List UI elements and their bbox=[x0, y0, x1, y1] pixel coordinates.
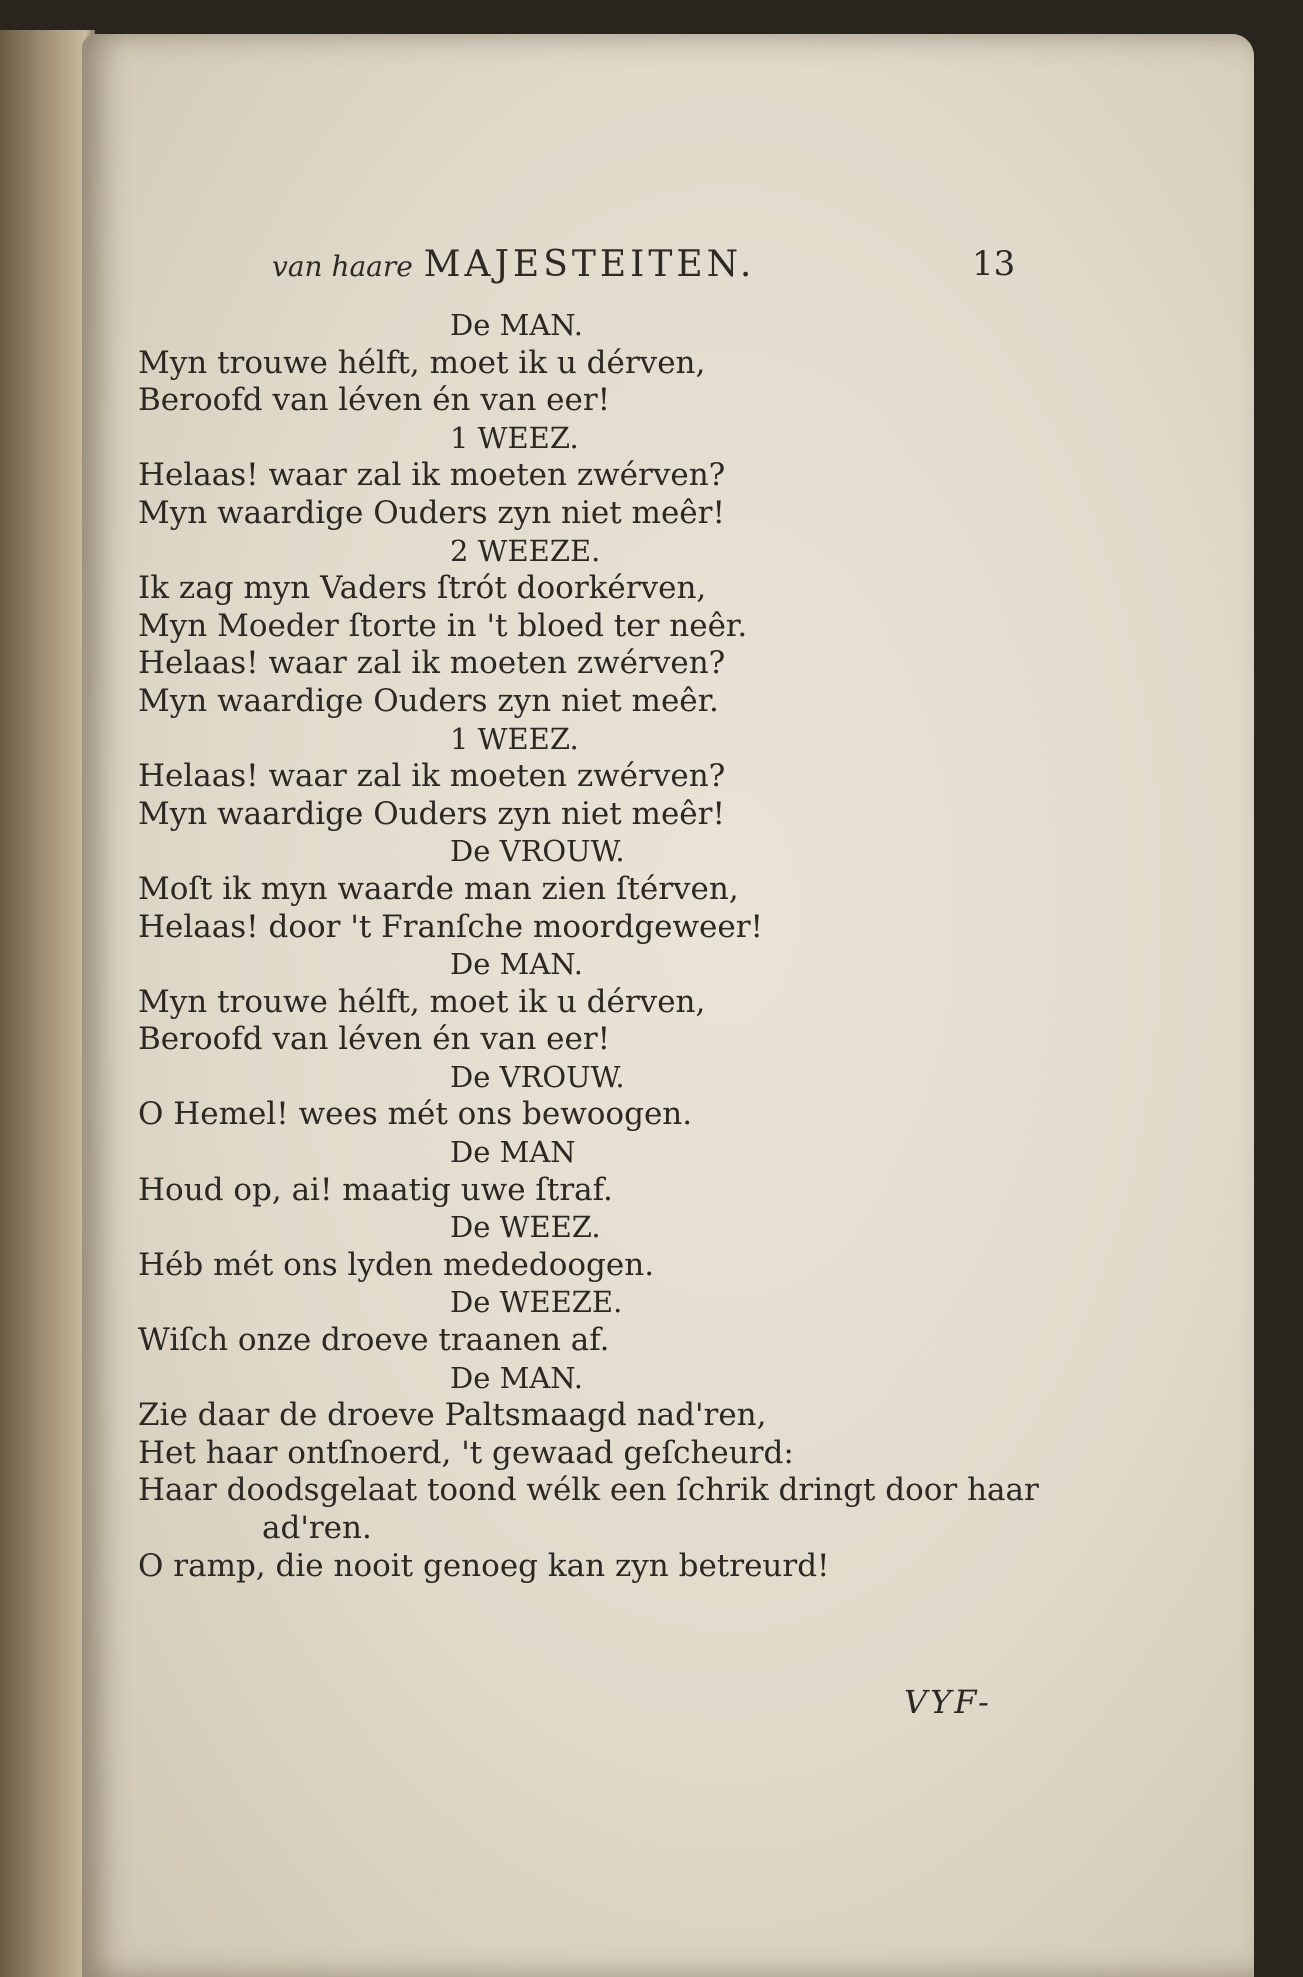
catchword: VYF- bbox=[904, 1683, 992, 1721]
speaker-heading: 2 WEEZE. bbox=[450, 533, 601, 568]
verse-line: O Hemel! wees mét ons bewoogen. bbox=[138, 1096, 693, 1133]
speaker-heading: De VROUW. bbox=[450, 1059, 625, 1094]
verse-line: Moſt ik myn waarde man zien ſtérven, bbox=[138, 870, 739, 907]
verse-line: Houd op, ai! maatig uwe ſtraf. bbox=[138, 1171, 613, 1208]
speaker-heading: De MAN. bbox=[450, 308, 584, 342]
speaker-heading: 1 WEEZ. bbox=[450, 721, 579, 756]
verse-line: Wiſch onze droeve traanen af. bbox=[138, 1322, 610, 1359]
speaker-heading: De WEEZE. bbox=[450, 1285, 623, 1320]
speaker-heading: 1 WEEZ. bbox=[450, 420, 579, 455]
speaker-heading: De WEEZ. bbox=[450, 1210, 601, 1245]
page-header bbox=[82, 244, 1254, 304]
verse-line: O ramp, die nooit genoeg kan zyn betreurd! bbox=[138, 1547, 830, 1584]
verse-line: Beroofd van léven én van eer! bbox=[138, 1021, 611, 1058]
verse-line: Beroofd van léven én van eer! bbox=[138, 382, 611, 419]
verse-line-continuation: ad'ren. bbox=[262, 1510, 372, 1546]
running-head bbox=[272, 244, 755, 285]
speaker-heading: De MAN. bbox=[450, 947, 584, 982]
speaker-heading: De VROUW. bbox=[450, 834, 625, 869]
verse-line: Myn waardige Ouders zyn niet meêr. bbox=[138, 682, 719, 719]
verse-line: Haar doodsgelaat toond wélk een ſchrik dringt door haar bbox=[138, 1472, 1039, 1509]
verse-line: Myn Moeder ſtorte in 't bloed ter neêr. bbox=[138, 607, 748, 644]
facing-page-edge bbox=[0, 30, 95, 1977]
verse-line: Myn waardige Ouders zyn niet meêr! bbox=[138, 795, 725, 832]
verse-line: Helaas! waar zal ik moeten zwérven? bbox=[138, 457, 726, 494]
speaker-heading: De MAN. bbox=[450, 1360, 584, 1395]
verse-line: Myn waardige Ouders zyn niet meêr! bbox=[138, 494, 725, 531]
running-head-title: MAJESTEITEN. bbox=[423, 244, 756, 285]
verse-line: Helaas! waar zal ik moeten zwérven? bbox=[138, 645, 726, 682]
verse-line: Myn trouwe hélft, moet ik u dérven, bbox=[138, 344, 706, 381]
speaker-heading: De MAN bbox=[450, 1135, 576, 1170]
book-page bbox=[82, 34, 1254, 1977]
verse-line: Ik zag myn Vaders ſtrót doorkérven, bbox=[138, 570, 707, 607]
verse-line: Het haar ontſnoerd, 't gewaad geſcheurd: bbox=[138, 1434, 794, 1471]
running-head-lead: van haare bbox=[272, 250, 413, 283]
verse-line: Héb mét ons lyden mededoogen. bbox=[138, 1246, 655, 1283]
verse-line: Myn trouwe hélft, moet ik u dérven, bbox=[138, 983, 706, 1020]
verse-line: Helaas! door 't Franſche moordgeweer! bbox=[138, 908, 764, 945]
verse-line: Helaas! waar zal ik moeten zwérven? bbox=[138, 758, 726, 795]
verse-line: Zie daar de droeve Paltsmaagd nad'ren, bbox=[138, 1397, 767, 1434]
dialogue-text bbox=[82, 307, 1254, 1585]
page-number: 13 bbox=[972, 244, 1016, 284]
